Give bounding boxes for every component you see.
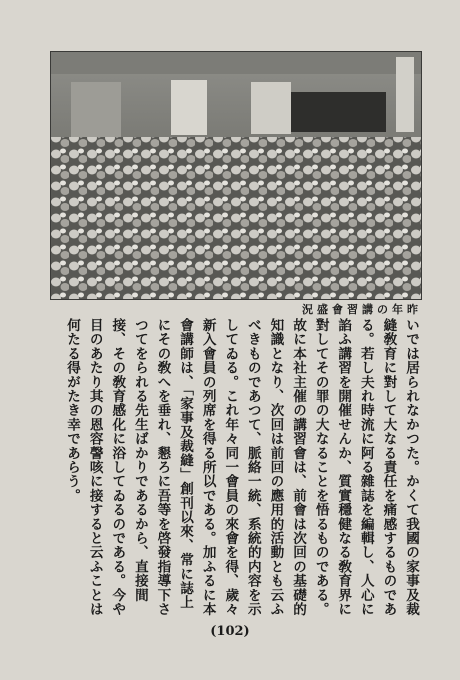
lecture-hall-photo-image [51,52,421,299]
article-body [52,318,422,618]
article-paragraph: いでは居られなかつた。かくて我國の家事及裁縫敎育に對して大なる責任を痛感するものである。若し夫れ時流に阿る雜誌を編輯し、人心に諂ふ講習を開催せんか、質實穩健なる敎育界に對してその罪の大なることを悟るものである。故に本社主催の講習會は、前會は次回の基礎的知識となり、次回は前回の應用的活動とも云ふべきものであつて、脈絡一統、系統的内容を示してゐる。これ年々同一會員の來會を得、歲々新入會員の列席を得る所以である。加ふるに本會講師は、「家事及裁縫」創刊以來、常に誌上にその敎へを垂れ、懇ろに吾等を啓發指導下さつてをられる先生ばかりであるから、直接間接、その敎育感化に浴してゐるのである。今や目のあたり其の恩容謦咳に接すると云ふことは何たる得がたき幸であらう。 [64,318,419,617]
photo-caption: 況盛會習講の年昨 [302,303,422,316]
lecture-hall-photo [50,51,422,300]
page-number: (102) [210,624,250,639]
